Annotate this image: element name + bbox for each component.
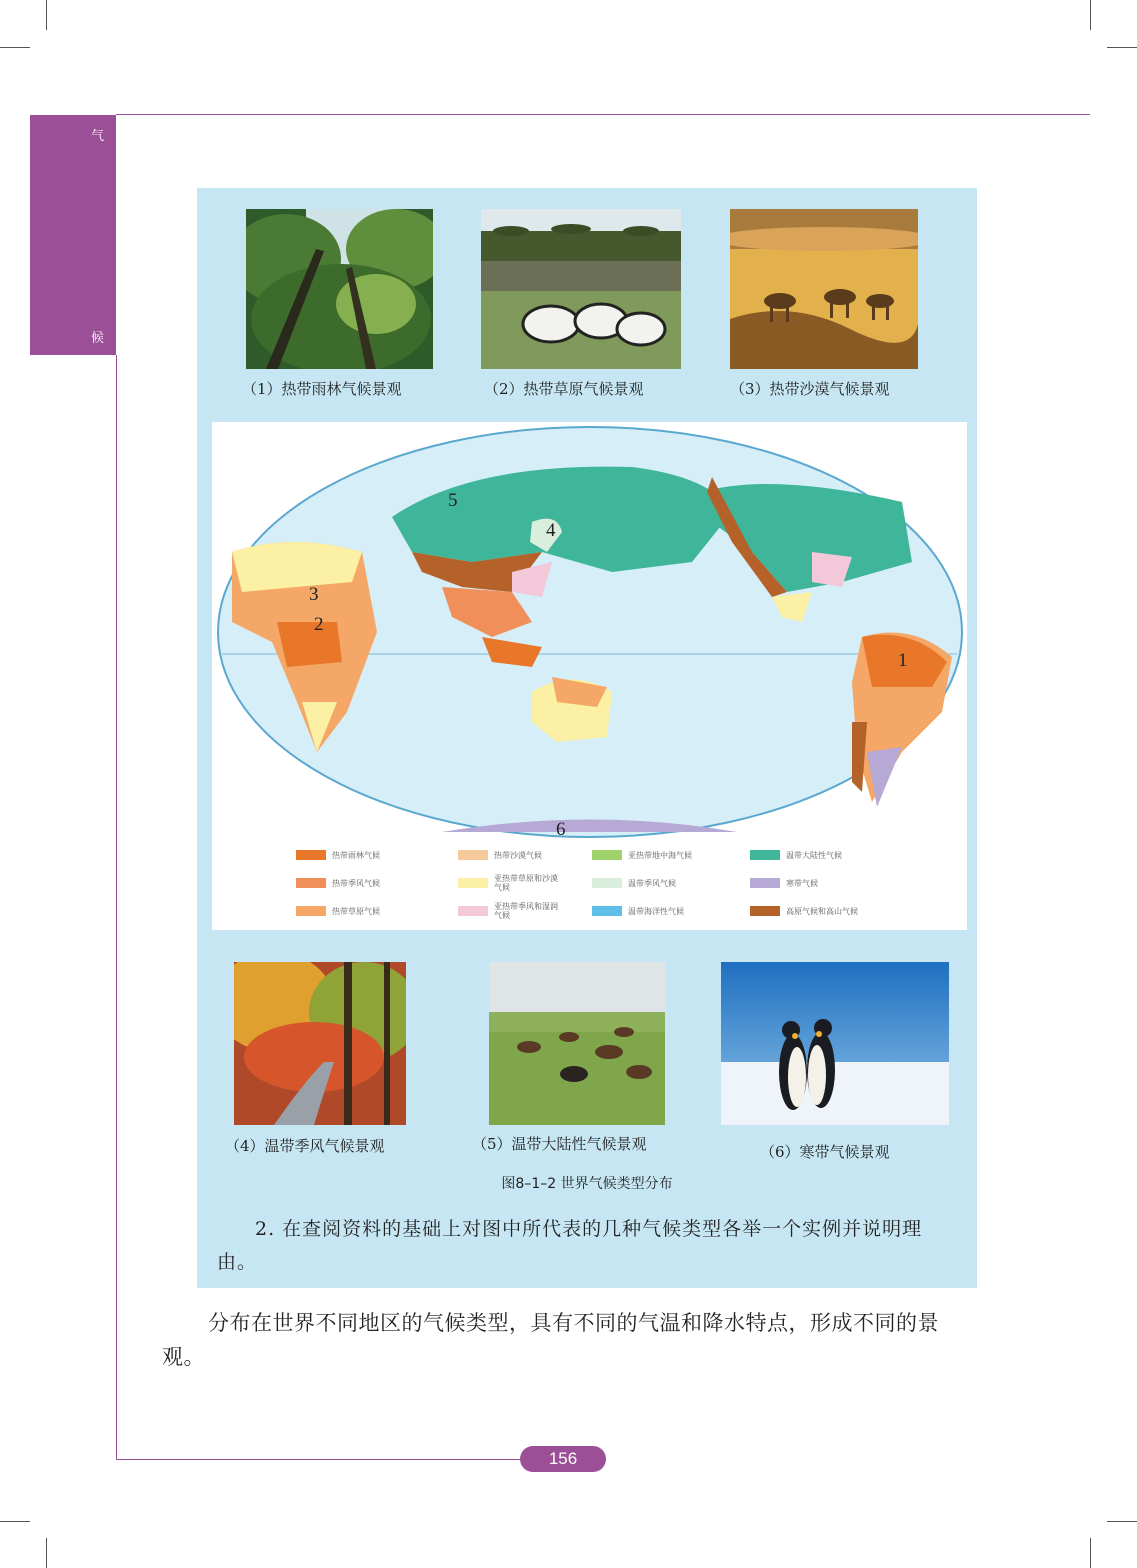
map-label-3: 3 xyxy=(309,584,319,605)
map-label-6: 6 xyxy=(556,819,566,840)
photo-caption: （4）温带季风气候景观 xyxy=(225,1137,385,1155)
legend-item: 高原气候和高山气候 xyxy=(750,906,858,916)
desert-camels-photo xyxy=(730,209,918,369)
crop-mark xyxy=(0,47,30,48)
legend-item: 寒带气候 xyxy=(750,878,818,888)
legend-item: 热带草原气候 xyxy=(296,906,380,916)
penguins-photo xyxy=(721,962,949,1125)
grassland-cattle-photo xyxy=(489,962,665,1125)
legend-item: 温带季风气候 xyxy=(592,878,676,888)
map-label-1: 1 xyxy=(898,650,908,671)
page-number: 156 xyxy=(520,1446,606,1472)
body-paragraph: 分布在世界不同地区的气候类型，具有不同的气温和降水特点，形成不同的景观。 xyxy=(162,1311,939,1369)
crop-mark xyxy=(0,1521,30,1522)
header-rule xyxy=(116,114,1090,115)
world-climate-map xyxy=(212,422,967,930)
activity-panel xyxy=(197,188,977,1288)
rainforest-photo xyxy=(246,209,433,369)
crop-mark xyxy=(1090,0,1091,30)
crop-mark xyxy=(46,1538,47,1568)
legend-item: 温带大陆性气候 xyxy=(750,850,842,860)
photo-caption: （1）热带雨林气候景观 xyxy=(242,380,402,398)
crop-mark xyxy=(46,0,47,30)
photo-caption: （6）寒带气候景观 xyxy=(760,1143,890,1161)
map-label-2: 2 xyxy=(314,614,324,635)
activity-question: 2. 在查阅资料的基础上对图中所代表的几种气候类型各举一个实例并说明理由。 xyxy=(217,1218,923,1273)
legend-item: 热带沙漠气候 xyxy=(458,850,542,860)
figure-title: 图8–1–2 世界气候类型分布 xyxy=(501,1176,673,1192)
legend-item: 热带季风气候 xyxy=(296,878,380,888)
map-graphic xyxy=(212,422,967,842)
crop-mark xyxy=(1090,1538,1091,1568)
legend-item: 热带雨林气候 xyxy=(296,850,380,860)
legend-item: 温带海洋性气候 xyxy=(592,906,684,916)
chapter-side-tab xyxy=(30,115,116,355)
photo-caption: （2）热带草原气候景观 xyxy=(484,380,644,398)
crop-mark xyxy=(1107,1521,1137,1522)
side-tab-char-top: 气 xyxy=(90,129,104,144)
photo-caption: （5）温带大陆性气候景观 xyxy=(472,1135,647,1153)
side-tab-char-bottom: 候 xyxy=(90,331,104,346)
legend-item: 亚热带地中海气候 xyxy=(592,850,692,860)
photo-caption: （3）热带沙漠气候景观 xyxy=(730,380,890,398)
autumn-forest-photo xyxy=(234,962,406,1125)
savanna-zebras-photo xyxy=(481,209,681,369)
legend-item: 亚热带草原和沙漠气候 xyxy=(458,874,558,892)
margin-rule xyxy=(116,355,117,1460)
map-label-4: 4 xyxy=(546,520,556,541)
legend-item: 亚热带季风和湿润气候 xyxy=(458,902,558,920)
map-label-5: 5 xyxy=(448,490,458,511)
crop-mark xyxy=(1107,47,1137,48)
footer-rule xyxy=(116,1459,526,1460)
